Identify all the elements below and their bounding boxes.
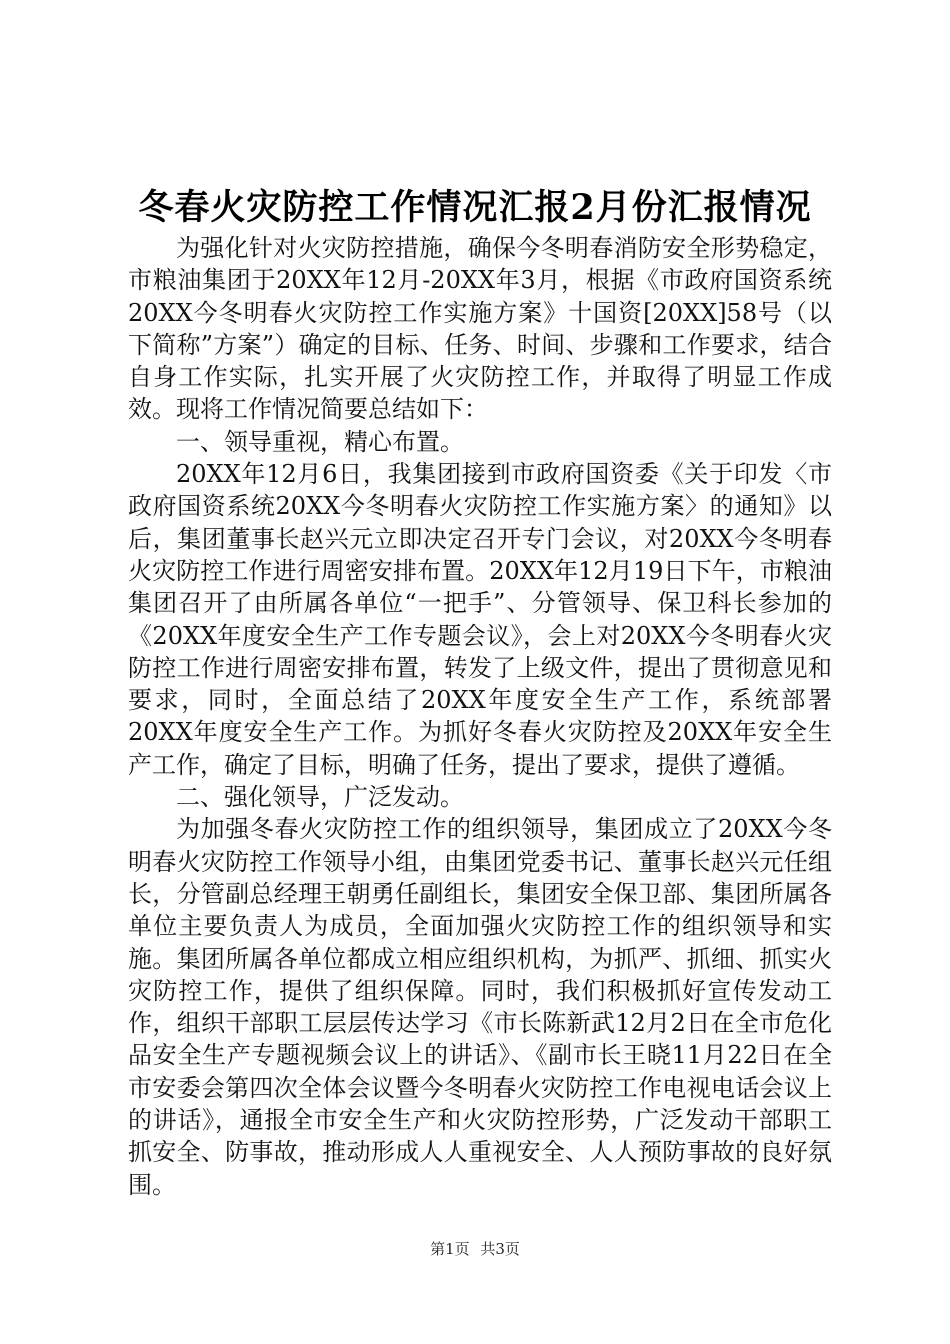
paragraph-section-2: 为加强冬春火灾防控工作的组织领导，集团成立了20XX今冬明春火灾防控工作领导小组，由集团党委书记、董事长赵兴元任组长，分管副总经理王朝勇任副组长，集团安全保卫部、集团所属各单位主要负责人为成员，全面加强火灾防控工作的组织领导和实施。集团所属各单位都成立相应组织机构，为抓严、抓细、抓实火灾防控工作，提供了组织保障。同时，我们积极抓好宣传发动工作，组织干部职工层层传达学习《市长陈新武12月2日在全市危化品安全生产专题视频会议上的讲话》、《副市长王晓11月22日在全市安委会第四次全体会议暨今冬明春火灾防控工作电视电话会议上的讲话》，通报全市安全生产和火灾防控形势，广泛发动干部职工抓安全、防事故，推动形成人人重视安全、人人预防事故的良好氛围。 — [128, 815, 832, 1199]
section-heading-2: 二、强化领导，广泛发动。 — [176, 783, 464, 812]
page-footer — [0, 1238, 950, 1259]
paragraph-intro: 为强化针对火灾防控措施，确保今冬明春消防安全形势稳定，市粮油集团于20XX年12月-20XX年3月，根据《市政府国资系统20XX今冬明春火灾防控工作实施方案》十国资[20XX]58号（以下简称”方案”）确定的目标、任务、时间、步骤和工作要求，结合自身工作实际，扎实开展了火灾防控工作，并取得了明显工作成效。现将工作情况简要总结如下： — [128, 234, 832, 424]
paragraph-section-1: 20XX年12月6日，我集团接到市政府国资委《关于印发〈市政府国资系统20XX今冬明春火灾防控工作实施方案〉的通知》以后，集团董事长赵兴元立即决定召开专门会议，对20XX今冬明春火灾防控工作进行周密安排布置。20XX年12月19日下午，市粮油集团召开了由所属各单位“一把手”、分管领导、保卫科长参加的《20XX年度安全生产工作专题会议》，会上对20XX今冬明春火灾防控工作进行周密安排布置，转发了上级文件，提出了贯彻意见和要求，同时，全面总结了20XX年度安全生产工作，系统部署20XX年度安全生产工作。为抓好冬春火灾防控及20XX年安全生产工作，确定了目标，明确了任务，提出了要求，提供了遵循。 — [128, 460, 832, 779]
document-body — [128, 232, 832, 1201]
page-total: 共3页 — [480, 1240, 520, 1258]
document-title: 冬春火灾防控工作情况汇报2月份汇报情况 — [138, 187, 812, 228]
section-heading-1: 一、领导重视，精心布置。 — [176, 427, 464, 456]
page-number: 第1页 — [430, 1240, 470, 1258]
